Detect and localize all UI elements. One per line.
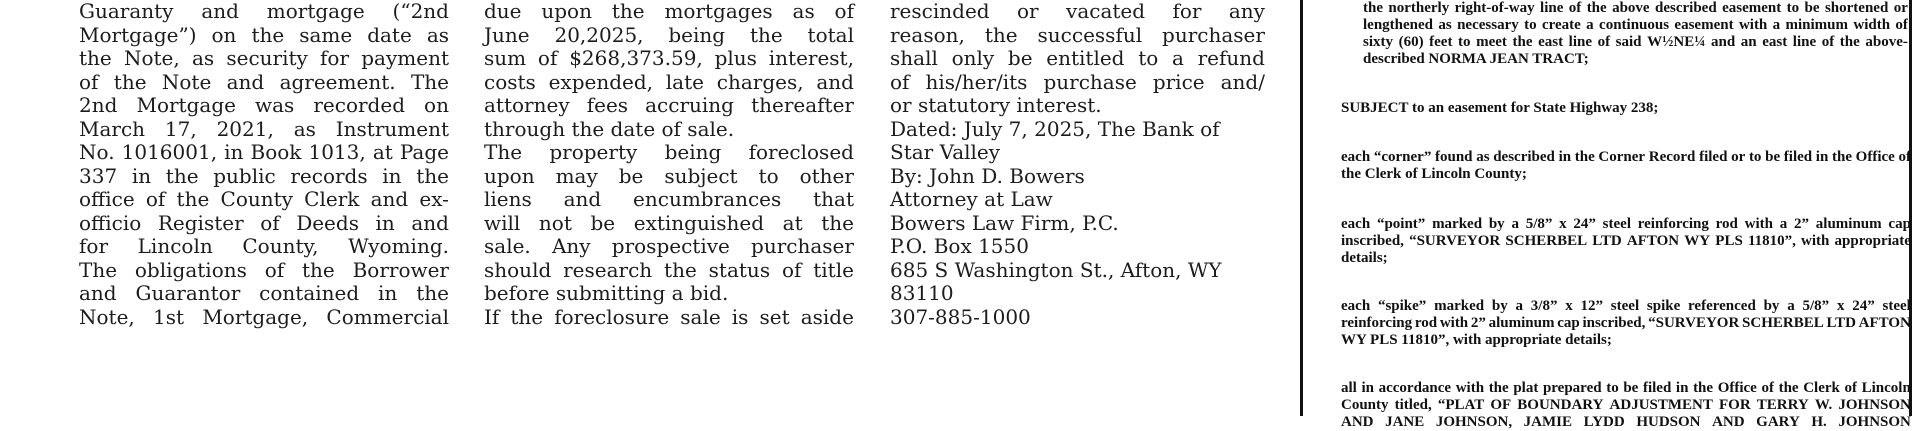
text-line: AND JANE JOHNSON, JAMIE LYDD HUDSON AND GARY H. JOHNSON [1341,414,1911,430]
text-line: The obligations of the Borrower [79,257,449,282]
easement-paragraph [1363,0,1908,68]
corner-paragraph [1341,149,1911,183]
text-line: No. 1016001, in Book 1013, at Page [79,140,449,164]
text-line: each “spike” marked by a 3/8” x 12” steel spike referenced by a 5/8” x 24” steel [1341,298,1911,314]
text-line: for Lincoln County, Wyoming. [79,234,449,258]
text-line: all in accordance with the plat prepared to be filed in the Office of the Clerk of Lincoln [1341,380,1911,396]
text-line: lengthened as necessary to create a continuous easement with a minimum width of [1363,17,1908,33]
text-line: rescinded or vacated for any [890,0,1265,23]
text-line: reinforcing rod with 2” aluminum cap inscribed, “SURVEYOR SCHERBEL LTD AFTON [1341,315,1911,331]
text-line: Note, 1st Mortgage, Commercial [79,304,449,329]
spike-paragraph [1341,298,1911,349]
text-line: County titled, “PLAT OF BOUNDARY ADJUSTMENT FOR TERRY W. JOHNSON [1341,397,1911,413]
text-line: 2nd Mortgage was recorded on [79,93,449,117]
text-line: Star Valley [890,140,1001,164]
text-line: of his/her/its purchase price and/ [890,69,1265,94]
text-line: Mortgage”) on the same date as [79,22,449,47]
subject-paragraph [1341,100,1911,117]
text-line: through the date of sale. [484,116,735,141]
text-line: details; [1341,250,1388,266]
text-line: sale. Any prospective purchaser [484,234,854,258]
text-line: If the foreclosure sale is set aside [484,304,854,329]
text-line: Attorney at Law [890,187,1053,211]
text-line: June 20,2025, being the total [484,22,854,47]
text-line: the northerly right-of-way line of the above described easement to be shortened or [1363,0,1908,16]
text-line: each “point” marked by a 5/8” x 24” steel reinforcing rod with a 2” aluminum cap [1341,216,1911,232]
text-line: shall only be entitled to a refund [890,46,1265,70]
plat-paragraph [1341,380,1911,431]
text-line: each “corner” found as described in the Corner Record filed or to be filed in the Office of [1341,149,1911,165]
notice-column-3 [890,0,1265,329]
legal-description-box [1300,0,1912,430]
text-line: March 17, 2021, as Instrument [79,116,449,141]
notice-column-1 [79,0,449,329]
text-line: sixty (60) feet to meet the east line of said W½NE¼ and an east line of the above- [1363,34,1908,50]
text-line: 685 S Washington St., Afton, WY [890,257,1222,282]
text-line: Bowers Law Firm, P.C. [890,210,1119,235]
text-line: officio Register of Deeds in and [79,210,449,235]
text-line: liens and encumbrances that [484,187,854,211]
text-line: of the Note and agreement. The [79,69,449,94]
text-line: inscribed, “SURVEYOR SCHERBEL LTD AFTON WY PLS 11810”, with appropriate [1341,233,1911,249]
text-line: Dated: July 7, 2025, The Bank of [890,116,1220,141]
text-line: due upon the mortgages as of [484,0,854,23]
text-line: costs expended, late charges, and [484,69,854,94]
text-line: upon may be subject to other [484,163,854,188]
text-line: P.O. Box 1550 [890,234,1029,258]
text-line: office of the County Clerk and ex- [79,187,449,211]
text-line: should research the status of title [484,257,854,282]
notice-column-2 [484,0,854,329]
text-line: SUBJECT to an easement for State Highway 238; [1341,100,1659,116]
text-line: By: John D. Bowers [890,163,1085,188]
text-line: the Clerk of Lincoln County; [1341,166,1527,182]
text-line: 307-885-1000 [890,304,1031,329]
text-line: before submitting a bid. [484,281,729,305]
text-line: The property being foreclosed [484,140,854,164]
text-line: the Note, as security for payment [79,46,449,70]
text-line: 337 in the public records in the [79,163,449,188]
text-line: sum of $268,373.59, plus interest, [484,46,854,70]
point-paragraph [1341,216,1911,267]
text-line: WY PLS 11810”, with appropriate details; [1341,332,1612,348]
text-line: reason, the successful purchaser [890,22,1265,47]
text-line: 83110 [890,281,954,305]
text-line: will not be extinguished at the [484,210,854,235]
text-line: or statutory interest. [890,93,1102,117]
text-line: described NORMA JEAN TRACT; [1363,51,1589,67]
text-line: Guaranty and mortgage (“2nd [79,0,449,23]
text-line: attorney fees accruing thereafter [484,93,854,117]
text-line: and Guarantor contained in the [79,281,449,305]
